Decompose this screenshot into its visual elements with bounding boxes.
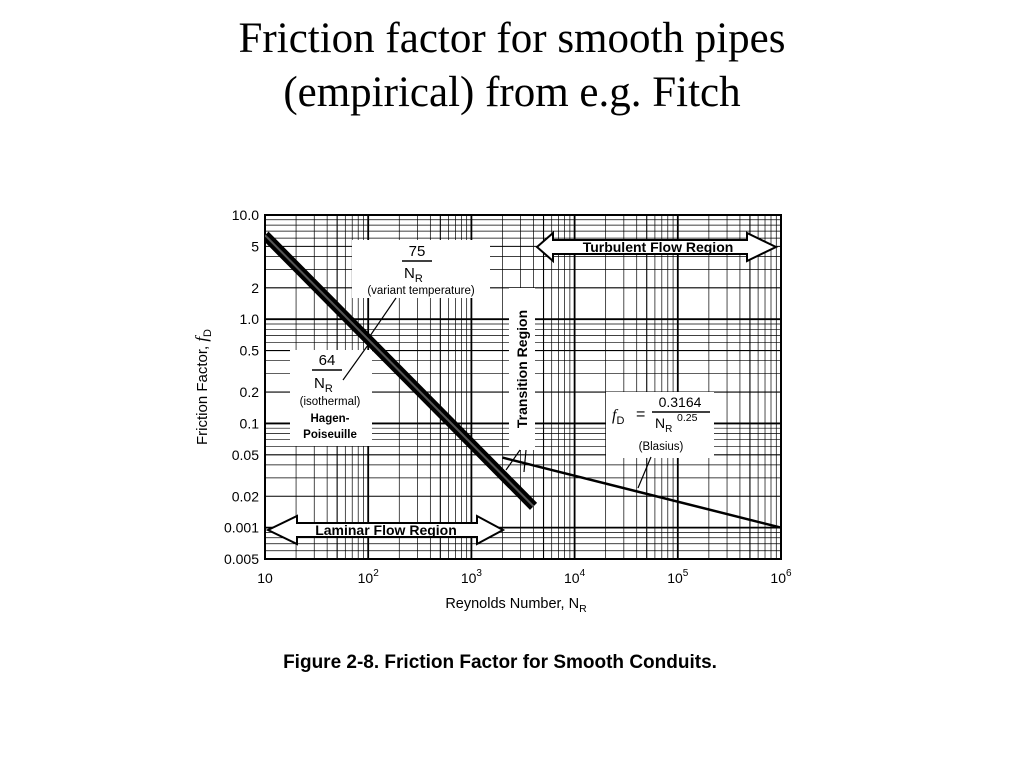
blasius-f: f [612,407,617,424]
laminar-64-annotation [290,345,372,446]
laminar-75-note: (variant temperature) [367,285,475,297]
x-tick-label: $10^2$ [357,568,379,586]
y-tick-label: 10.0 [231,207,259,223]
blasius-f-sub: D [616,415,625,427]
y-tick-label: 5 [251,238,259,255]
blasius-annotation [606,392,714,488]
y-tick-label: 0.001 [223,519,259,536]
blasius-note: (Blasius) [638,441,684,453]
transition-region-label: Transition Region [514,309,530,429]
y-tick-label: 0.1 [239,415,259,432]
laminar-64-denominator-sub: R [324,383,333,395]
slide-title-line2: (empirical) from e.g. Fitch [283,69,741,116]
x-tick-label: $10^4$ [564,568,586,586]
y-tick-label: 1.0 [239,311,259,328]
laminar-75-annotation [352,240,490,336]
blasius-pointer [638,457,651,488]
laminar-64-numerator: 64 [318,352,336,369]
x-tick-label: $10^6$ [770,568,792,586]
laminar-75-denominator: N [404,265,415,282]
x-tick-label: $10^3$ [460,568,482,586]
x-axis-title: Reynolds Number, $N_R$ [445,596,587,615]
blasius-denominator: N [655,415,666,431]
laminar-64-denominator: N [314,375,325,392]
y-tick-label: 0.02 [231,488,259,505]
turbulent-region-label: Turbulent Flow Region [582,239,734,255]
y-tick-label: 0.05 [231,446,259,463]
hagen-poiseuille-line2: Poiseuille [303,429,357,441]
x-tick-label: 10 [257,570,273,586]
y-axis-title: Friction Factor, $f_D$ [192,328,214,446]
y-tick-label: 2 [251,279,259,296]
laminar-64-note: (isothermal) [299,396,361,408]
laminar-75-numerator: 75 [408,243,426,260]
y-tick-label: 0.2 [239,384,259,401]
blasius-exponent: 0.25 [677,412,698,424]
hagen-poiseuille-line1: Hagen- [310,413,350,425]
blasius-denominator-sub: R [665,424,673,435]
figure-caption: Figure 2-8. Friction Factor for Smooth Conduits. [283,652,717,673]
laminar-region-label: Laminar Flow Region [315,522,457,538]
transition-pointer [524,450,526,472]
blasius-numerator: 0.3164 [658,394,702,410]
laminar-75-pointer [370,298,396,336]
blasius-friction-line [502,458,781,528]
laminar-region-arrow [268,516,503,544]
slide-title-line1: Friction factor for smooth pipes [238,15,786,62]
blasius-equals: = [636,406,646,423]
y-tick-label: 0.5 [239,342,259,359]
y-tick-label: 0.005 [223,551,259,567]
laminar-75-denominator-sub: R [414,273,423,285]
x-tick-label: $10^5$ [667,568,689,586]
